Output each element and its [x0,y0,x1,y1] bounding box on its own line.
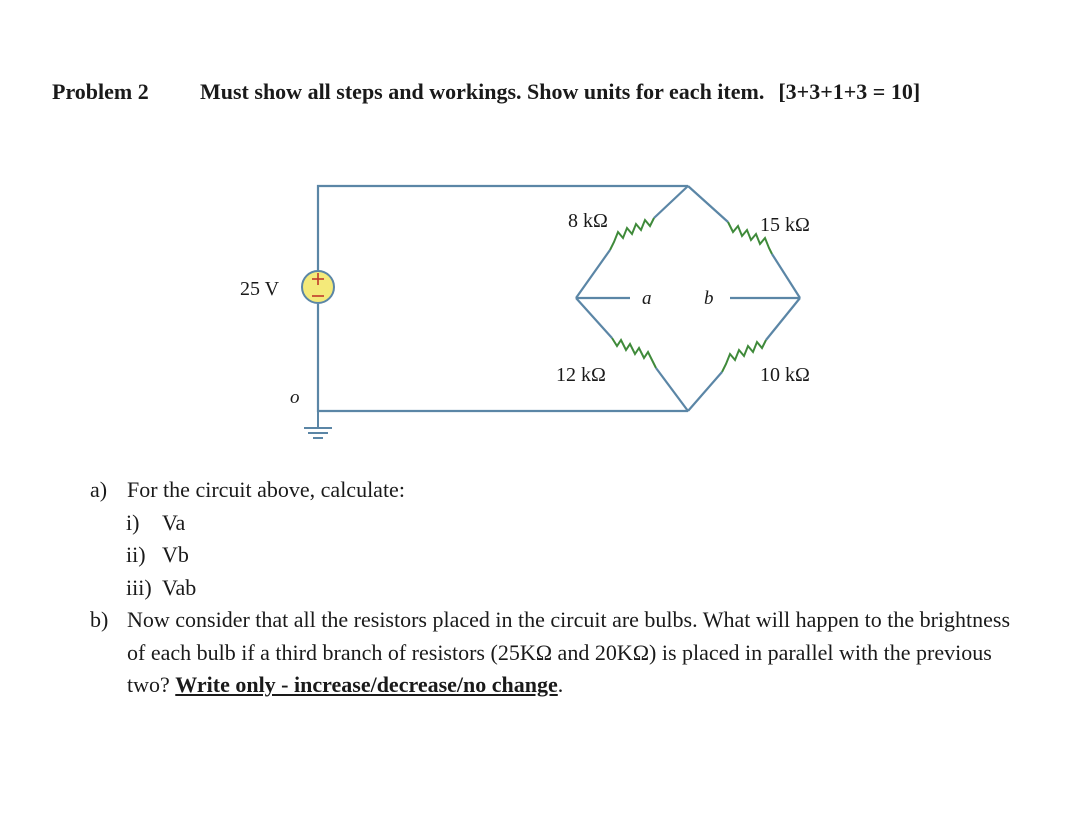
questions [90,474,1030,702]
resistor-12k [612,338,656,368]
wire-8k-to-left-node [576,250,610,298]
bottom-wire [318,304,688,411]
resistor-12k-label: 12 kΩ [556,364,606,386]
question-b-end: . [557,672,564,697]
question-b-letter: b) [90,607,109,632]
top-wire [318,186,688,270]
question-a-text: For the circuit above, calculate: [127,477,405,502]
question-a-letter: a) [90,477,108,502]
item-number: ii) [126,542,146,567]
resistor-8k-label: 8 kΩ [568,210,608,232]
wire-15k-to-right-node [772,254,800,298]
item-number: i) [126,509,140,535]
wire-top-to-8k [654,186,688,218]
question-a [90,474,1030,507]
question-a-item [90,572,1030,605]
question-b-emphasis: Write only - increase/decrease/no change [175,672,558,697]
source-voltage-label: 25 V [240,278,280,300]
ground-node-label: o [290,387,300,408]
resistor-8k [610,218,654,250]
wire-12k-to-bottom [656,368,688,411]
node-b-label: b [704,288,714,309]
problem-marks: [3+3+1+3 = 10] [778,79,921,104]
resistor-15k-label: 15 kΩ [760,214,810,236]
node-a-label: a [642,288,652,309]
item-text: Vb [162,542,189,567]
ground-icon [304,411,332,438]
wire-top-to-15k [688,186,728,222]
question-a-item [90,507,1030,540]
voltage-source [302,271,334,303]
wire-10k-to-bottom [688,372,722,411]
question-b-text: Now consider that all the resistors placed in the circuit are bulbs. What will happen to the brightness of each bulb if a third branch of resistors (25KΩ and 20KΩ) is placed in parallel with the previous two? [127,607,1011,697]
question-a-item [90,539,1030,572]
item-text: Vab [162,574,197,600]
problem-label: Problem 2 [52,79,149,104]
question-b-body [127,604,1030,702]
item-number: iii) [126,574,152,600]
wire-left-node-to-12k [576,298,612,338]
resistor-10k-label: 10 kΩ [760,364,810,386]
wire-right-node-to-10k [766,298,800,340]
item-text: Va [162,509,186,535]
problem-instruction: Must show all steps and workings. Show units for each item. [200,79,765,104]
question-b [90,604,1030,702]
